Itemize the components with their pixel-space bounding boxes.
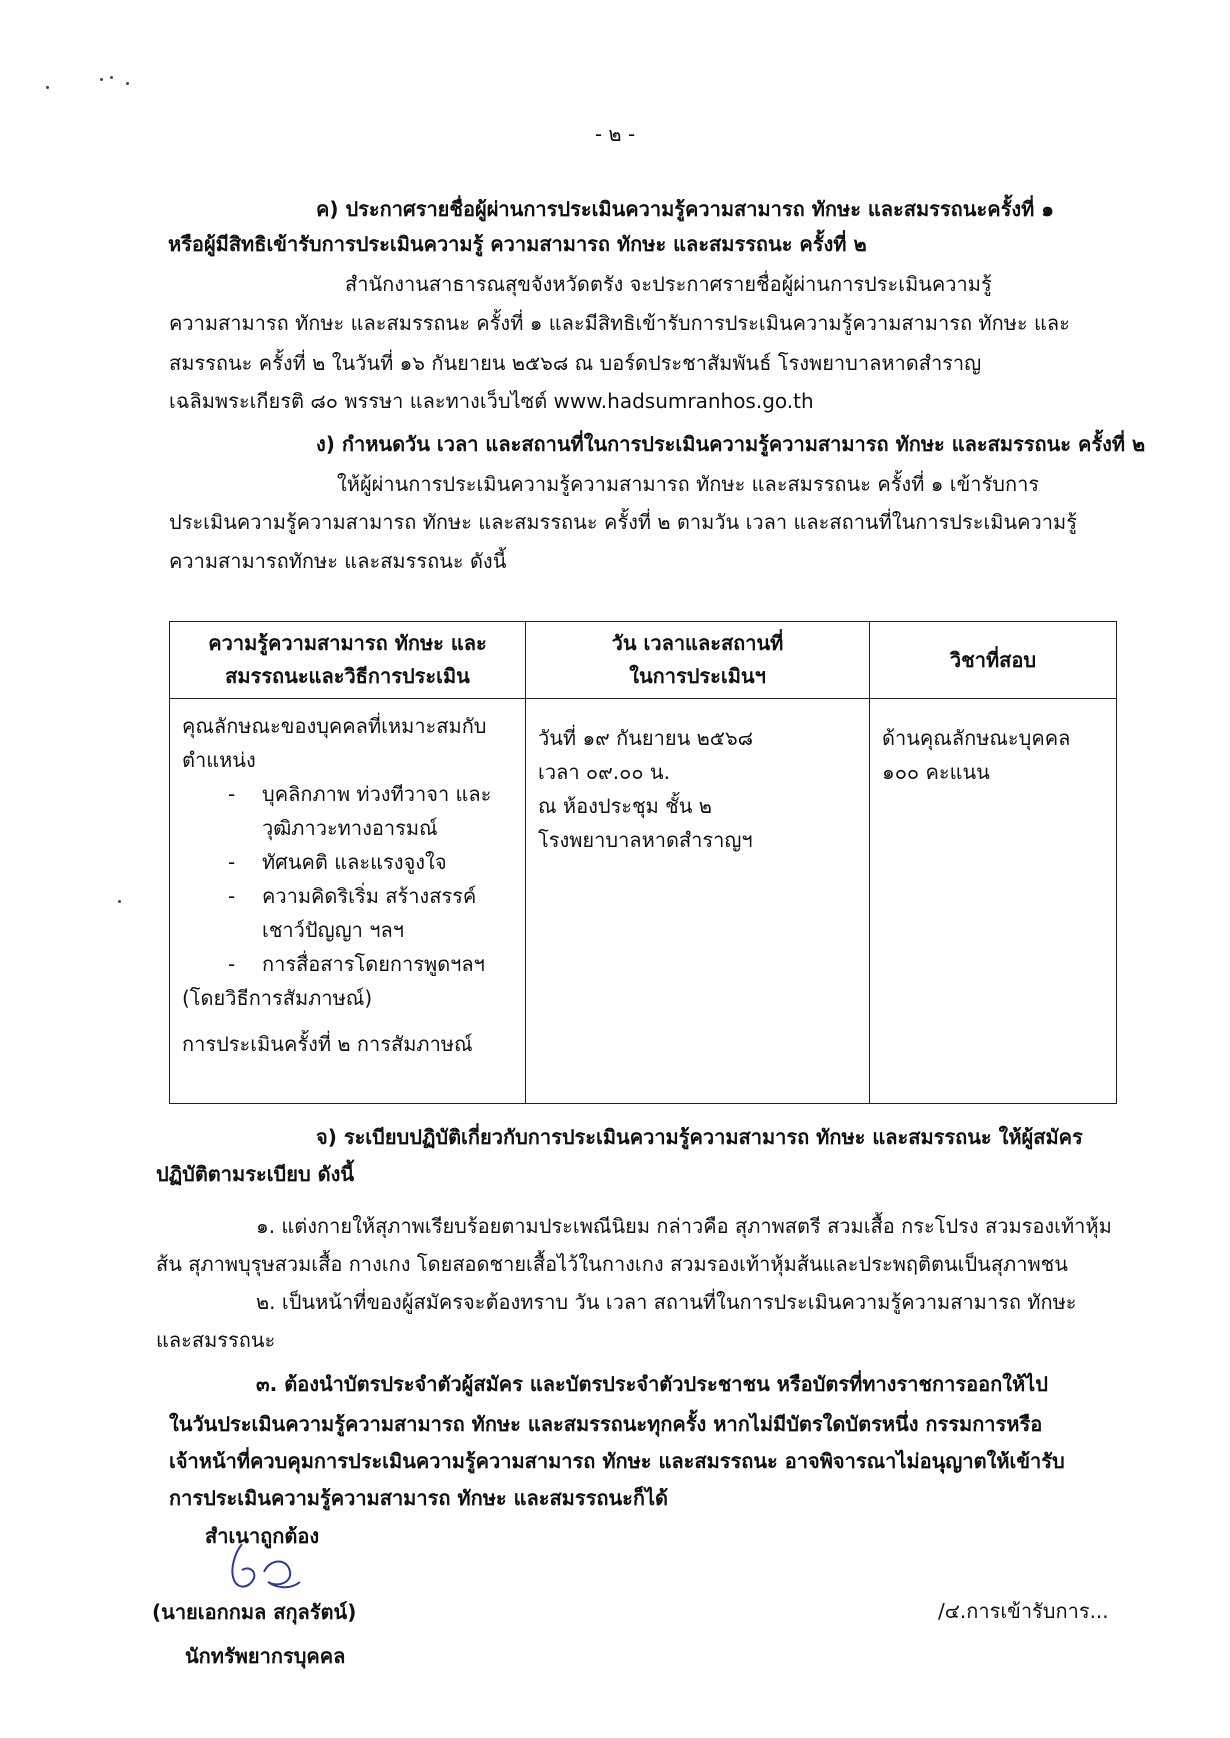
rule-item-1-line: ส้น สุภาพบุรุษสวมเสื้อ กางเกง โดยสอดชายเสื้อไว้ในกางเกง สวมรองเท้าหุ้มส้นและประพฤติตนเป็นสุภาพชน [156,1252,1068,1276]
assessment-schedule-table [169,621,1117,1104]
section-c-body-line: เฉลิมพระเกียรติ ๘๐ พรรษา และทางเว็บไซต์ www.hadsumranhos.go.th [169,389,814,413]
table-row [170,699,1117,1104]
scan-speck [110,76,113,79]
bullet-item: - ความคิดริเริ่ม สร้างสรรค์ เชาว์ปัญญา ฯลฯ [228,884,477,942]
signer-name: (นายเอกกมล สกุลรัตน์) [152,1600,357,1624]
scan-speck [100,78,103,81]
scan-speck [126,82,129,85]
section-c-body-line: ความสามารถ ทักษะ และสมรรถนะ ครั้งที่ ๑ และมีสิทธิเข้ารับการประเมินความรู้ความสามารถ ทักษะ และ [169,311,1070,335]
rule-item-3-line: ๓. ต้องนำบัตรประจำตัวผู้สมัคร และบัตรประจำตัวประชาชน หรือบัตรที่ทางราชการออกให้ไป [256,1372,1048,1396]
table-header-subject: วิชาที่สอบ [870,622,1117,699]
bullet-item: - ทัศนคติ และแรงจูงใจ [228,850,447,874]
subject-cell: ด้านคุณลักษณะบุคคล ๑๐๐ คะแนน [870,699,1117,1104]
bullet-item: - บุคลิกภาพ ท่วงทีวาจา และ วุฒิภาวะทางอารมณ์ [228,782,492,840]
datetime-place-cell: วันที่ ๑๙ กันยายน ๒๕๖๘ เวลา ๐๙.๐๐ น. ณ ห้องประชุม ชั้น ๒ โรงพยาบาลหาดสำราญฯ [526,699,870,1104]
section-c-heading-line1: ค) ประกาศรายชื่อผู้ผ่านการประเมินความรู้ความสามารถ ทักษะ และสมรรถนะครั้งที่ ๑ [316,197,1054,221]
section-d-body-line: ประเมินความรู้ความสามารถ ทักษะ และสมรรถนะ ครั้งที่ ๒ ตามวัน เวลา และสถานที่ในการประเมินความรู้ [169,510,1077,534]
rule-item-1-line: ๑. แต่งกายให้สุภาพเรียบร้อยตามประเพณีนิยม กล่าวคือ สุภาพสตรี สวมเสื้อ กระโปรง สวมรองเท้าหุ้ม [256,1214,1112,1238]
section-d-heading: ง) กำหนดวัน เวลา และสถานที่ในการประเมินความรู้ความสามารถ ทักษะ และสมรรถนะ ครั้งที่ ๒ [316,432,1146,456]
rule-item-2-line: ๒. เป็นหน้าที่ของผู้สมัครจะต้องทราบ วัน เวลา สถานที่ในการประเมินความรู้ความสามารถ ทักษะ [256,1290,1077,1314]
rule-item-3-line: เจ้าหน้าที่ควบคุมการประเมินความรู้ความสามารถ ทักษะ และสมรรถนะ อาจพิจารณาไม่อนุญาตให้เข้ารับ [169,1449,1065,1473]
second-assessment-text: การประเมินครั้งที่ ๒ การสัมภาษณ์ [182,1032,473,1056]
handwritten-signature [220,1536,310,1596]
section-c-body-line: สำนักงานสาธารณสุขจังหวัดตรัง จะประกาศรายชื่อผู้ผ่านการประเมินความรู้ [345,272,992,296]
section-c-body-line: สมรรถนะ ครั้งที่ ๒ ในวันที่ ๑๖ กันยายน ๒๕๖๘ ณ บอร์ดประชาสัมพันธ์ โรงพยาบาลหาดสำราญ [169,351,982,375]
method-text: (โดยวิธีการสัมภาษณ์) [182,986,373,1010]
section-e-heading-line2: ปฏิบัติตามระเบียบ ดังนี้ [156,1162,355,1186]
page-number: - ๒ - [594,122,636,146]
scan-speck [118,900,121,903]
table-header-datetime-place: วัน เวลาและสถานที่ ในการประเมินฯ [526,622,870,699]
section-d-body-line: ความสามารถทักษะ และสมรรถนะ ดังนี้ [169,549,507,573]
rule-item-2-line: และสมรรถนะ [156,1328,276,1352]
scan-speck [46,86,49,89]
section-e-heading-line1: จ) ระเบียบปฏิบัติเกี่ยวกับการประเมินความรู้ความสามารถ ทักษะ และสมรรถนะ ให้ผู้สมัคร [316,1125,1083,1149]
table-header-competency: ความรู้ความสามารถ ทักษะ และ สมรรถนะและวิธีการประเมิน [170,622,526,699]
competency-cell: คุณลักษณะของบุคคลที่เหมาะสมกับ ตำแหน่ง - บุคลิกภาพ ท่วงทีวาจา และ วุฒิภาวะทางอารมณ์ - ทัศนคติ และแรงจูงใจ - ความคิดริเริ่ม สร้างสรรค์ เชาว์ปัญญา ฯลฯ - การสื่อสารโดยการพูดฯลฯ (โดยวิธีการสัมภาษณ์) การประเมินครั้งที่ ๒ การสัมภาษณ์ [170,699,526,1104]
signer-position: นักทรัพยากรบุคคล [185,1644,346,1668]
section-d-body-line: ให้ผู้ผ่านการประเมินความรู้ความสามารถ ทักษะ และสมรรถนะ ครั้งที่ ๑ เข้ารับการ [337,472,1040,496]
bullet-item: - การสื่อสารโดยการพูดฯลฯ [228,952,485,976]
section-c-heading-line2: หรือผู้มีสิทธิเข้ารับการประเมินความรู้ ความสามารถ ทักษะ และสมรรถนะ ครั้งที่ ๒ [168,232,867,256]
certified-copy-label: สำเนาถูกต้อง [205,1524,320,1548]
table-header-row [170,622,1117,699]
next-page-marker: /๔.การเข้ารับการ... [938,1599,1109,1623]
rule-item-3-line: ในวันประเมินความรู้ความสามารถ ทักษะ และสมรรถนะทุกครั้ง หากไม่มีบัตรใดบัตรหนึ่ง กรรมการหรือ [169,1412,1043,1436]
rule-item-3-line: การประเมินความรู้ความสามารถ ทักษะ และสมรรถนะก็ได้ [169,1486,669,1510]
